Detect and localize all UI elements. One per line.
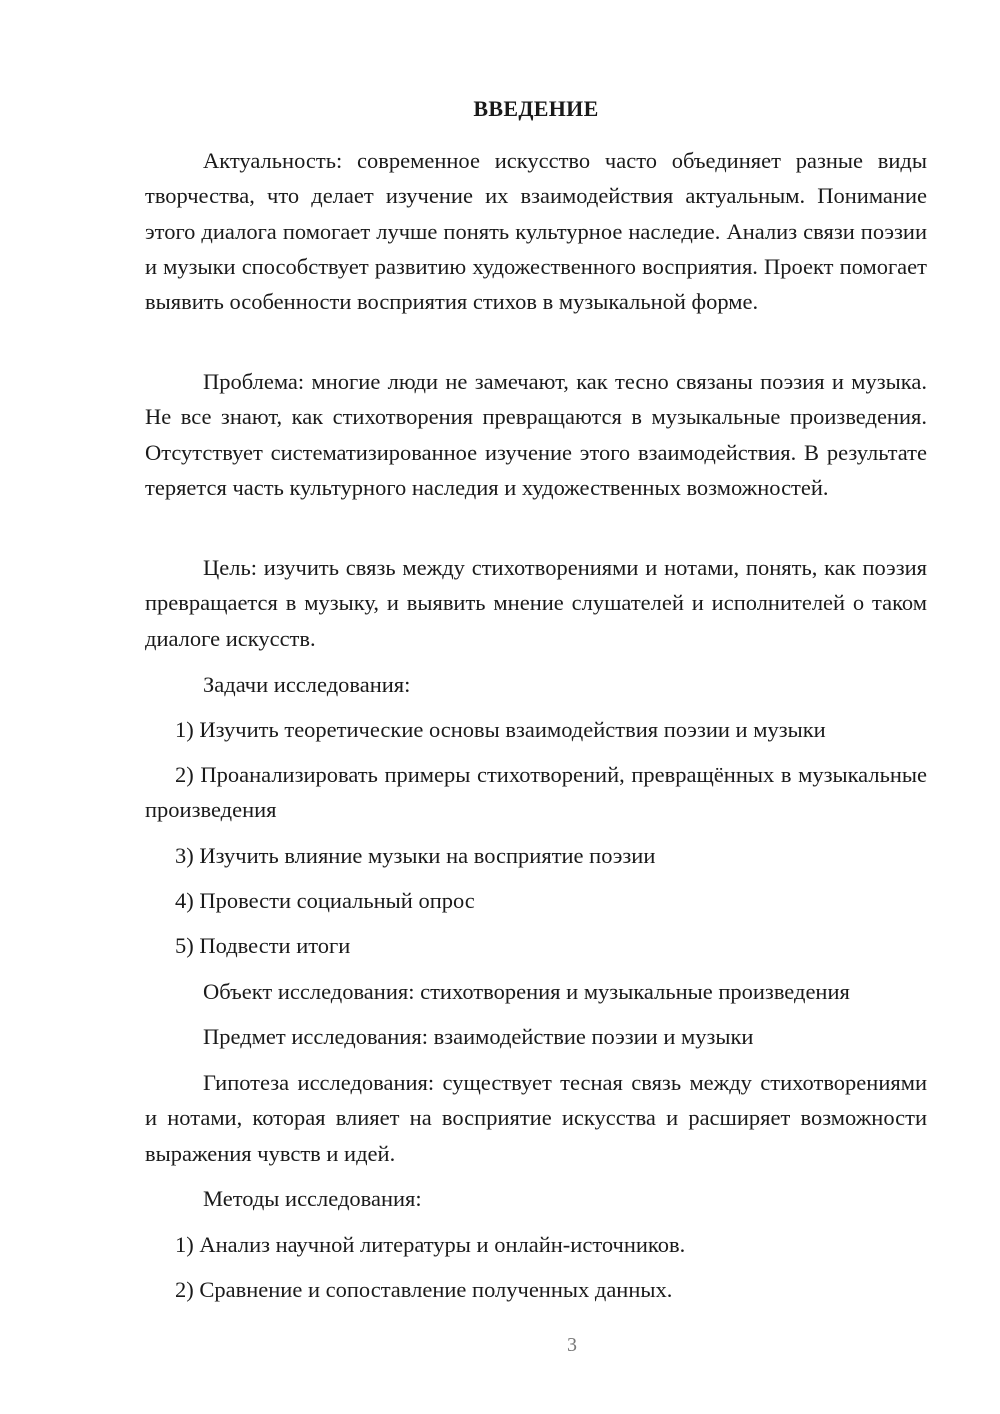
tasks-title: Задачи исследования: xyxy=(203,672,411,697)
goal-paragraph: Цель: изучить связь между стихотворениями и нотами, понять, как поэзия превращается в музыку, и выявить мнение слушателей и исполнителей о таком диалоге искусств. xyxy=(145,555,927,651)
section-heading: ВВЕДЕНИЕ xyxy=(473,96,599,121)
research-object: Объект исследования: стихотворения и музыкальные произведения xyxy=(203,979,850,1004)
method-item-2: 2) Сравнение и сопоставление полученных данных. xyxy=(175,1277,673,1302)
methods-title: Методы исследования: xyxy=(203,1186,422,1211)
problem-paragraph: Проблема: многие люди не замечают, как тесно связаны поэзия и музыка. Не все знают, как стихотворения превращаются в музыкальные произведения. Отсутствует систематизированное изучение этого взаимодействия. В результате теряется часть культурного наследия и художественных возможностей. xyxy=(145,369,927,500)
task-item-4: 4) Провести социальный опрос xyxy=(175,888,475,913)
page-number: 3 xyxy=(567,1334,577,1356)
relevance-paragraph: Актуальность: современное искусство часто объединяет разные виды творчества, что делает изучение их взаимодействия актуальным. Понимание этого диалога помогает лучше понять культурное наследие. Анализ связи поэзии и музыки способствует развитию художественного восприятия. Проект помогает выявить особенности восприятия стихов в музыкальной форме. xyxy=(145,148,927,315)
method-item-1: 1) Анализ научной литературы и онлайн-источников. xyxy=(175,1232,686,1257)
task-item-5: 5) Подвести итоги xyxy=(175,933,351,958)
hypothesis-paragraph: Гипотеза исследования: существует тесная связь между стихотворениями и нотами, которая влияет на восприятие искусства и расширяет возможности выражения чувств и идей. xyxy=(145,1070,927,1166)
task-item-1: 1) Изучить теоретические основы взаимодействия поэзии и музыки xyxy=(175,717,826,742)
research-subject: Предмет исследования: взаимодействие поэзии и музыки xyxy=(203,1024,754,1049)
task-item-3: 3) Изучить влияние музыки на восприятие поэзии xyxy=(175,843,656,868)
task-item-2: 2) Проанализировать примеры стихотворений, превращённых в музыкальные произведения xyxy=(145,762,927,823)
